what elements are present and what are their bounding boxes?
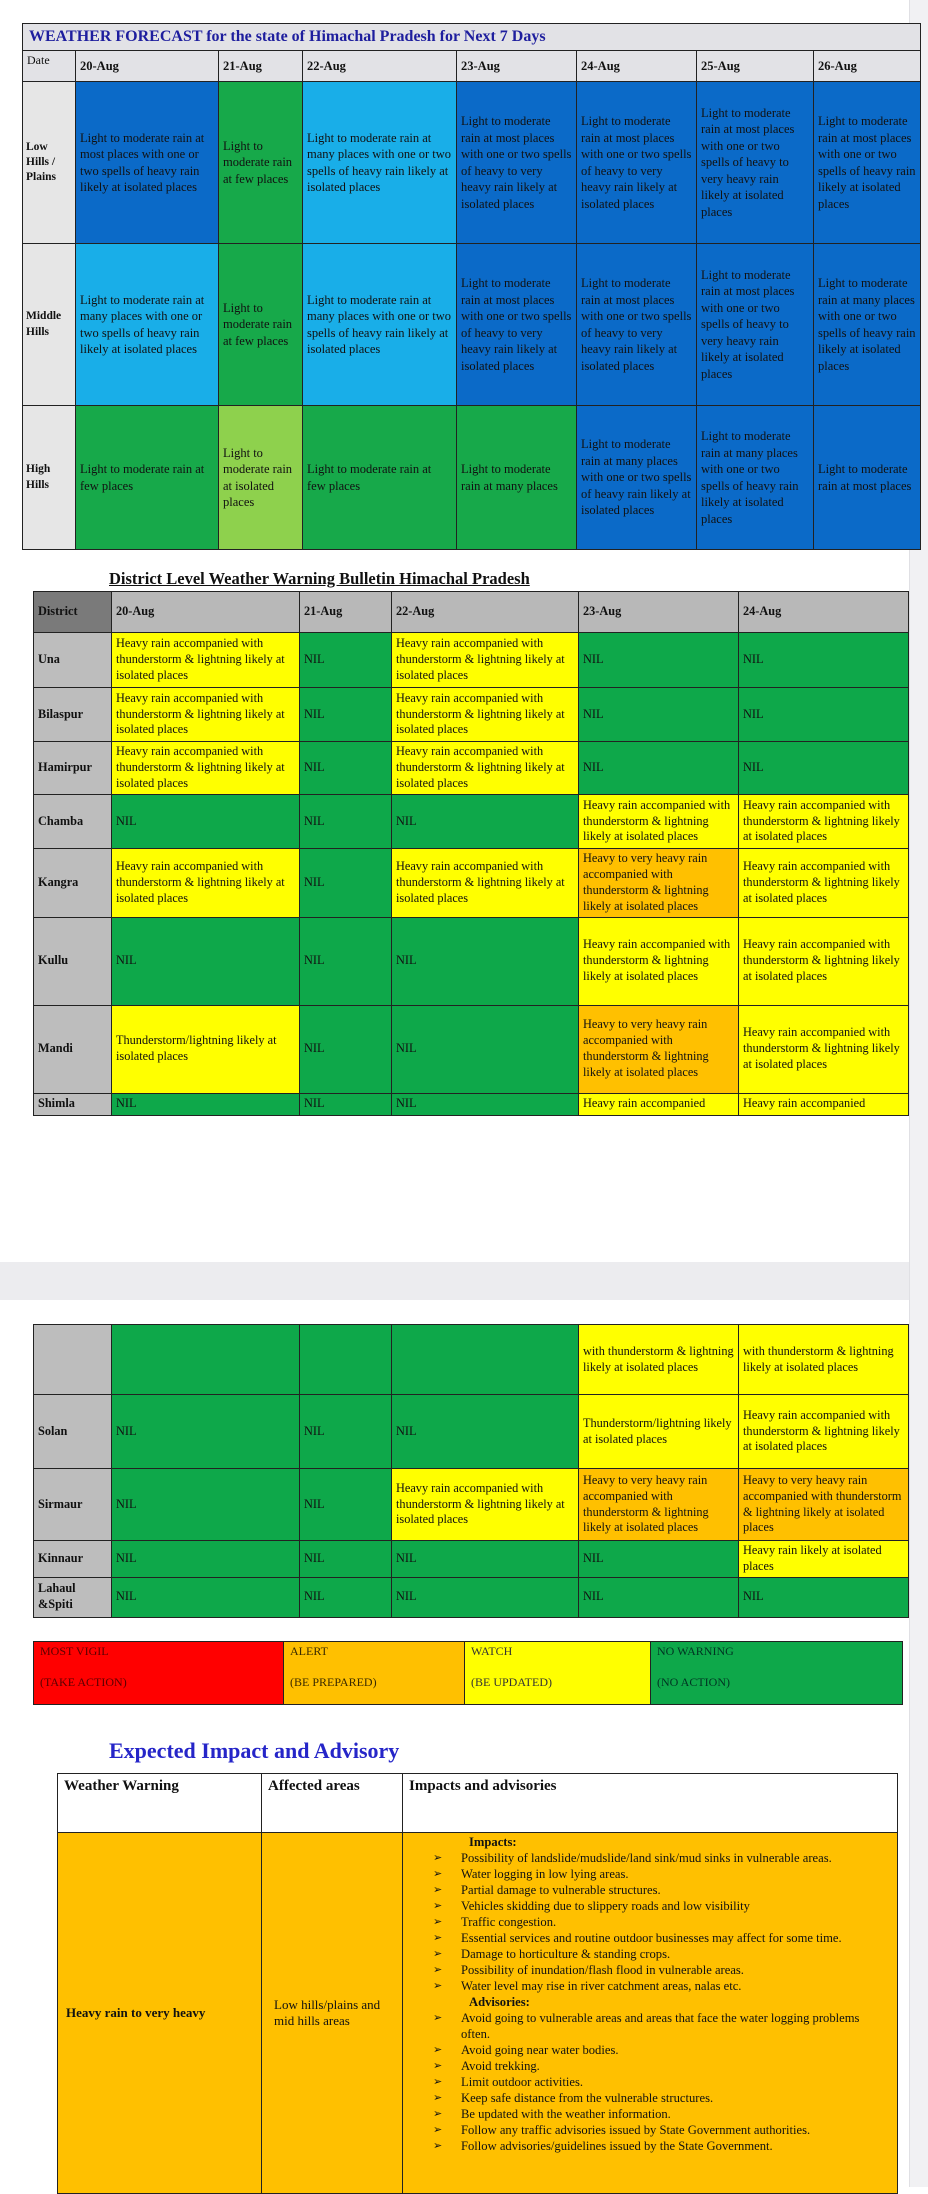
- advisory-item: ➢ Avoid trekking.: [433, 2059, 891, 2075]
- warning-cell: NIL: [300, 1541, 392, 1578]
- forecast-row-high-hills: [23, 406, 921, 550]
- warning-legend: [33, 1641, 903, 1705]
- forecast-title: WEATHER FORECAST for the state of Himachal Pradesh for Next 7 Days: [23, 24, 921, 51]
- forecast-date: 24-Aug: [577, 51, 697, 82]
- forecast-cell: Light to moderate rain at most places with one or two spells of heavy rain likely at isolated places: [814, 82, 921, 244]
- region-label: Middle Hills: [23, 244, 76, 406]
- region-label: Low Hills / Plains: [23, 82, 76, 244]
- impacts-advisories: [403, 1833, 898, 2194]
- date-header: 21-Aug: [300, 592, 392, 633]
- district-row: [34, 795, 909, 849]
- warning-cell: Heavy to very heavy rain accompanied with thunderstorm & lightning likely at isolated places: [579, 1469, 739, 1541]
- warning-cell: NIL: [579, 1541, 739, 1578]
- district-name: Bilaspur: [34, 688, 112, 742]
- warning-cell: Heavy rain accompanied with thunderstorm & lightning likely at isolated places: [392, 849, 579, 918]
- region-label: High Hills: [23, 406, 76, 550]
- impact-item: ➢ Vehicles skidding due to slippery roads and low visibility: [433, 1899, 891, 1915]
- warning-cell: NIL: [392, 1541, 579, 1578]
- warning-cell: NIL: [739, 633, 909, 688]
- page-break: [0, 1262, 910, 1300]
- warning-cell: Heavy rain accompanied with thunderstorm & lightning likely at isolated places: [579, 795, 739, 849]
- warning-cell: Heavy rain accompanied with thunderstorm & lightning likely at isolated places: [739, 1005, 909, 1093]
- district-row: [34, 917, 909, 1005]
- date-label: Date: [23, 51, 76, 82]
- district-row: [34, 1325, 909, 1395]
- warning-cell: Heavy rain accompanied with thunderstorm & lightning likely at isolated places: [112, 849, 300, 918]
- legend-label: WATCH: [471, 1644, 513, 1658]
- forecast-cell: Light to moderate rain at most places with one or two spells of heavy to very heavy rain likely at isolated places: [457, 244, 577, 406]
- advisory-item: ➢ Follow any traffic advisories issued by State Government authorities.: [433, 2123, 891, 2139]
- district-row: [34, 688, 909, 742]
- warning-cell: NIL: [392, 1395, 579, 1469]
- warning-cell: Thunderstorm/lightning likely at isolated places: [579, 1395, 739, 1469]
- warning-cell: Heavy rain accompanied with thunderstorm & lightning likely at isolated places: [739, 1395, 909, 1469]
- impact-item: ➢ Water logging in low lying areas.: [433, 1867, 891, 1883]
- warning-cell: Heavy rain accompanied with thunderstorm & lightning likely at isolated places: [112, 633, 300, 688]
- district-name: Una: [34, 633, 112, 688]
- forecast-cell: Light to moderate rain at many places with one or two spells of heavy rain likely at isolated places: [303, 82, 457, 244]
- district-name: Mandi: [34, 1005, 112, 1093]
- legend-label: NO WARNING: [657, 1644, 734, 1658]
- date-header: 24-Aug: [739, 592, 909, 633]
- warning-cell: NIL: [300, 688, 392, 742]
- warning-cell: NIL: [579, 688, 739, 742]
- warning-cell: NIL: [300, 742, 392, 795]
- warning-cell: NIL: [300, 1395, 392, 1469]
- warning-cell: Heavy rain accompanied with thunderstorm & lightning likely at isolated places: [739, 795, 909, 849]
- warning-cell: NIL: [112, 917, 300, 1005]
- header-weather-warning: Weather Warning: [58, 1774, 262, 1833]
- forecast-cell: Light to moderate rain at many places with one or two spells of heavy rain likely at isolated places: [697, 406, 814, 550]
- warning-cell: Heavy rain likely at isolated places: [739, 1541, 909, 1578]
- header-affected-areas: Affected areas: [262, 1774, 403, 1833]
- advisories-list: [433, 2011, 891, 2155]
- district-row: [34, 1541, 909, 1578]
- affected-areas: Low hills/plains and mid hills areas: [262, 1833, 403, 2194]
- impacts-list: [433, 1851, 891, 1995]
- impacts-label: Impacts:: [469, 1835, 517, 1849]
- advisory-item: ➢ Avoid going near water bodies.: [433, 2043, 891, 2059]
- warning-cell: NIL: [579, 633, 739, 688]
- warning-cell: Heavy rain accompanied: [739, 1093, 909, 1115]
- warning-cell: NIL: [300, 795, 392, 849]
- advisory-item: ➢ Avoid going to vulnerable areas and areas that face the water logging problems often.: [433, 2011, 891, 2043]
- district-row: [34, 1577, 909, 1617]
- warning-cell: NIL: [739, 1577, 909, 1617]
- warning-cell: NIL: [112, 1469, 300, 1541]
- advisory-item: ➢ Limit outdoor activities.: [433, 2075, 891, 2091]
- warning-cell: Heavy rain accompanied with thunderstorm & lightning likely at isolated places: [579, 917, 739, 1005]
- warning-cell: Heavy rain accompanied with thunderstorm & lightning likely at isolated places: [739, 849, 909, 918]
- warning-cell: Thunderstorm/lightning likely at isolated places: [112, 1005, 300, 1093]
- header-impacts: Impacts and advisories: [403, 1774, 898, 1833]
- forecast-cell: Light to moderate rain at many places: [457, 406, 577, 550]
- forecast-table: [22, 23, 921, 550]
- forecast-cell: Light to moderate rain at most places with one or two spells of heavy to very heavy rain likely at isolated places: [457, 82, 577, 244]
- advisory-table: [57, 1773, 898, 2194]
- warning-cell: [112, 1325, 300, 1395]
- impact-item: ➢ Possibility of inundation/flash flood in vulnerable areas.: [433, 1963, 891, 1979]
- district-row: [34, 1469, 909, 1541]
- forecast-date: 26-Aug: [814, 51, 921, 82]
- legend-label: ALERT: [290, 1644, 328, 1658]
- district-row: [34, 1093, 909, 1115]
- warning-cell: Heavy to very heavy rain accompanied with thunderstorm & lightning likely at isolated places: [579, 1005, 739, 1093]
- warning-type: Heavy rain to very heavy: [58, 1833, 262, 2194]
- advisories-label: Advisories:: [469, 1994, 530, 2009]
- warning-cell: NIL: [392, 1093, 579, 1115]
- warning-cell: Heavy rain accompanied with thunderstorm & lightning likely at isolated places: [112, 742, 300, 795]
- warning-cell: NIL: [300, 917, 392, 1005]
- warning-cell: Heavy rain accompanied with thunderstorm & lightning likely at isolated places: [739, 917, 909, 1005]
- forecast-cell: Light to moderate rain at few places: [219, 82, 303, 244]
- forecast-cell: Light to moderate rain at many places with one or two spells of heavy rain likely at isolated places: [76, 244, 219, 406]
- impact-item: ➢ Traffic congestion.: [433, 1915, 891, 1931]
- district-name: Lahaul &Spiti: [34, 1577, 112, 1617]
- forecast-row-middle-hills: [23, 244, 921, 406]
- forecast-cell: Light to moderate rain at many places with one or two spells of heavy rain likely at isolated places: [303, 244, 457, 406]
- district-warning-table: [33, 591, 909, 1116]
- forecast-date: 21-Aug: [219, 51, 303, 82]
- legend-action: (BE UPDATED): [471, 1675, 552, 1690]
- warning-cell: NIL: [392, 1577, 579, 1617]
- forecast-cell: Light to moderate rain at few places: [219, 244, 303, 406]
- warning-cell: Heavy to very heavy rain accompanied with thunderstorm & lightning likely at isolated places: [579, 849, 739, 918]
- date-header: 23-Aug: [579, 592, 739, 633]
- forecast-date: 22-Aug: [303, 51, 457, 82]
- district-warning-table-continued: [33, 1324, 909, 1618]
- warning-cell: NIL: [579, 1577, 739, 1617]
- district-row: [34, 849, 909, 918]
- impact-item: ➢ Water level may rise in river catchment areas, nalas etc.: [433, 1979, 891, 1995]
- forecast-cell: Light to moderate rain at most places with one or two spells of heavy to very heavy rain likely at isolated places: [697, 244, 814, 406]
- warning-cell: NIL: [392, 795, 579, 849]
- advisory-item: ➢ Be updated with the weather information.: [433, 2107, 891, 2123]
- district-name: Chamba: [34, 795, 112, 849]
- warning-cell: with thunderstorm & lightning likely at isolated places: [739, 1325, 909, 1395]
- warning-cell: [300, 1325, 392, 1395]
- warning-cell: NIL: [739, 742, 909, 795]
- district-name: Kinnaur: [34, 1541, 112, 1578]
- forecast-cell: Light to moderate rain at few places: [303, 406, 457, 550]
- legend-action: (NO ACTION): [657, 1675, 730, 1690]
- warning-cell: with thunderstorm & lightning likely at isolated places: [579, 1325, 739, 1395]
- forecast-cell: Light to moderate rain at isolated places: [219, 406, 303, 550]
- warning-cell: Heavy to very heavy rain accompanied with thunderstorm & lightning likely at isolated places: [739, 1469, 909, 1541]
- forecast-date: 20-Aug: [76, 51, 219, 82]
- impact-item: ➢ Possibility of landslide/mudslide/land sink/mud sinks in vulnerable areas.: [433, 1851, 891, 1867]
- warning-cell: Heavy rain accompanied with thunderstorm & lightning likely at isolated places: [392, 1469, 579, 1541]
- legend-action: (TAKE ACTION): [40, 1675, 127, 1690]
- warning-cell: NIL: [300, 633, 392, 688]
- warning-cell: NIL: [112, 1541, 300, 1578]
- warning-cell: NIL: [112, 1577, 300, 1617]
- district-name: Kangra: [34, 849, 112, 918]
- district-row: [34, 633, 909, 688]
- warning-cell: [392, 1325, 579, 1395]
- legend-watch: [465, 1642, 651, 1705]
- advisory-item: ➢ Follow advisories/guidelines issued by the State Government.: [433, 2139, 891, 2155]
- warning-cell: Heavy rain accompanied: [579, 1093, 739, 1115]
- legend-label: MOST VIGIL: [40, 1644, 109, 1658]
- district-header: District: [34, 592, 112, 633]
- district-name: Kullu: [34, 917, 112, 1005]
- forecast-cell: Light to moderate rain at most places with one or two spells of heavy to very heavy rain likely at isolated places: [697, 82, 814, 244]
- forecast-cell: Light to moderate rain at few places: [76, 406, 219, 550]
- forecast-cell: Light to moderate rain at most places: [814, 406, 921, 550]
- forecast-cell: Light to moderate rain at many places with one or two spells of heavy rain likely at isolated places: [814, 244, 921, 406]
- warning-cell: NIL: [300, 1577, 392, 1617]
- district-name: Shimla: [34, 1093, 112, 1115]
- impact-item: ➢ Partial damage to vulnerable structures.: [433, 1883, 891, 1899]
- warning-cell: NIL: [392, 917, 579, 1005]
- forecast-cell: Light to moderate rain at most places with one or two spells of heavy to very heavy rain likely at isolated places: [577, 82, 697, 244]
- warning-cell: NIL: [300, 1469, 392, 1541]
- warning-cell: NIL: [300, 1005, 392, 1093]
- date-header: 20-Aug: [112, 592, 300, 633]
- warning-cell: NIL: [112, 1093, 300, 1115]
- district-name: Hamirpur: [34, 742, 112, 795]
- warning-cell: NIL: [300, 1093, 392, 1115]
- warning-cell: Heavy rain accompanied with thunderstorm & lightning likely at isolated places: [392, 688, 579, 742]
- impact-item: ➢ Essential services and routine outdoor businesses may affect for some time.: [433, 1931, 891, 1947]
- district-row: [34, 1005, 909, 1093]
- date-header: 22-Aug: [392, 592, 579, 633]
- legend-most-vigil: [34, 1642, 284, 1705]
- impact-item: ➢ Damage to horticulture & standing crops.: [433, 1947, 891, 1963]
- forecast-cell: Light to moderate rain at most places with one or two spells of heavy rain likely at isolated places: [76, 82, 219, 244]
- forecast-cell: Light to moderate rain at many places with one or two spells of heavy rain likely at isolated places: [577, 406, 697, 550]
- district-name: Sirmaur: [34, 1469, 112, 1541]
- forecast-row-low-hills: [23, 82, 921, 244]
- legend-no-warning: [651, 1642, 903, 1705]
- warning-cell: NIL: [112, 795, 300, 849]
- warning-cell: NIL: [739, 688, 909, 742]
- district-name: Solan: [34, 1395, 112, 1469]
- district-name: [34, 1325, 112, 1395]
- district-row: [34, 742, 909, 795]
- district-row: [34, 1395, 909, 1469]
- forecast-cell: Light to moderate rain at most places with one or two spells of heavy to very heavy rain likely at isolated places: [577, 244, 697, 406]
- forecast-date: 25-Aug: [697, 51, 814, 82]
- warning-cell: NIL: [112, 1395, 300, 1469]
- warning-cell: NIL: [392, 1005, 579, 1093]
- warning-cell: Heavy rain accompanied with thunderstorm & lightning likely at isolated places: [112, 688, 300, 742]
- warning-cell: Heavy rain accompanied with thunderstorm & lightning likely at isolated places: [392, 633, 579, 688]
- advisory-item: ➢ Keep safe distance from the vulnerable structures.: [433, 2091, 891, 2107]
- advisory-title: Expected Impact and Advisory: [109, 1738, 400, 1763]
- legend-action: (BE PREPARED): [290, 1675, 377, 1690]
- legend-alert: [284, 1642, 465, 1705]
- forecast-date: 23-Aug: [457, 51, 577, 82]
- warning-cell: NIL: [579, 742, 739, 795]
- warning-cell: Heavy rain accompanied with thunderstorm & lightning likely at isolated places: [392, 742, 579, 795]
- warning-cell: NIL: [300, 849, 392, 918]
- district-bulletin-title: District Level Weather Warning Bulletin Himachal Pradesh: [109, 569, 530, 588]
